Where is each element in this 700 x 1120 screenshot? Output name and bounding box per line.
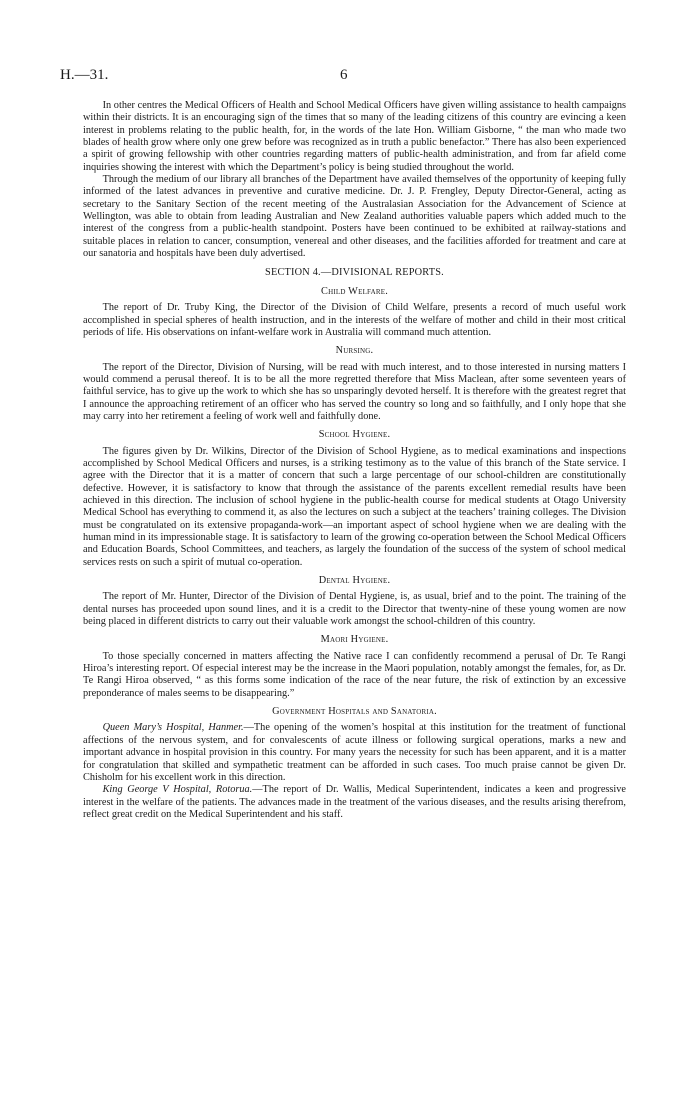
maori-hygiene-heading: Maori Hygiene. xyxy=(320,634,389,646)
paragraph: In other centres the Medical Officers of Health and School Medical Officers have given willing assistance to health campaigns within their districts. It is an encouraging sign of the times that so many of the leading citizens of this country are evincing a keen interest in problems relating to the public health, for, in the words of the late Hon. William Gisborne, “ the man who made two blades of health grow where only one grew before was recognized as in truth a public benefactor.” There has also been experienced a spirit of growing fellowship with other countries regarding matters of public-health administration, and from far afield come inquiries showing the interest with which the Department’s policy is being studied throughout the world. xyxy=(83,100,626,173)
page-number: 6 xyxy=(340,67,348,83)
paragraph xyxy=(83,722,626,784)
paragraph-text: —The report of Dr. Wallis, Medical Superintendent, indicates a keen and progressive interest in the welfare of the patients. The advances made in the treatment of the various diseases, and the results arising therefrom, reflect great credit on the Medical Superintendent and his staff. xyxy=(83,784,627,820)
child-welfare-heading: Child Welfare. xyxy=(321,285,388,297)
section-title: SECTION 4.—DIVISIONAL REPORTS. xyxy=(265,267,444,279)
hospital-name: Queen Mary’s Hospital, Hanmer. xyxy=(102,722,244,734)
page-header xyxy=(60,67,640,87)
paragraph: Through the medium of our library all branches of the Department have availed themselves of the opportunity of keeping fully informed of the latest advances in preventive and curative medicine. Dr. J. P. Frengley, Deputy Director-General, acting as secretary to the Sanitary Section of the recent meeting of the Australasian Association for the Advancement of Science at Wellington, was able to obtain from leading Australian and New Zealand authorities valuable papers which added much to the interest of the congress from a public-health standpoint. Posters have been continued to be exhibited at railway-stations and suitable places in relation to cancer, consumption, venereal and other diseases, and the facilities afforded for treatment and care at our sanatoria and hospitals have been duly advertised. xyxy=(83,174,626,260)
paragraph: The report of the Director, Division of Nursing, will be read with much interest, and to those interested in nursing matters I would commend a perusal thereof. It is to be all the more regretted therefore that Miss Maclean, after some seventeen years of faithful service, has to give up the work to which she has so unsparingly devoted herself. It is therefore with the greatest regret that I announce the approaching retirement of an officer who has served the country so long and so faithfully, and I only hope that she may carry into her retirement a feeling of work well and faithfully done. xyxy=(83,361,626,422)
paragraph: To those specially concerned in matters affecting the Native race I can confidently recommend a perusal of Dr. Te Rangi Hiroa’s interesting report. Of especial interest may be the increase in the Maori population, notably amongst the females, for, as Dr. Te Rangi Hiroa observed, “ as this forms some indication of the race of the near future, the risk of extinction by an excessive preponderance of males seems to be disappearing.” xyxy=(83,650,626,699)
report-reference: H.—31. xyxy=(60,67,109,83)
government-hospitals-heading: Government Hospitals and Sanatoria. xyxy=(272,706,437,718)
paragraph-text: —The opening of the women’s hospital at this institution for the treatment of functional affections of the nervous system, and for convalescents of acute illness or following surgical operations, marks a new and important advance in hospital provision in this country. For many years the necessity for such has been apparent, and it is a matter for congratulation that skilled and sympathetic treatment can be afforded in such cases. Too much praise cannot be given Dr. Chisholm for his excellent work in this direction. xyxy=(83,722,627,783)
paragraph: The report of Dr. Truby King, the Director of the Division of Child Welfare, presents a record of much useful work accomplished in special spheres of health instruction, and in the interests of the welfare of mother and child in their most critical periods of life. His observations on infant-welfare work in Australia will command much attention. xyxy=(83,302,626,338)
paragraph: The report of Mr. Hunter, Director of the Division of Dental Hygiene, is, as usual, brief and to the point. The training of the dental nurses has proceeded upon sound lines, and it is a credit to the Director that twenty-nine of these young women are now being placed in different districts to carry out their valuable work amongst the school-children of this country. xyxy=(83,591,626,628)
document-body xyxy=(83,100,626,821)
paragraph xyxy=(83,784,626,821)
school-hygiene-heading: School Hygiene. xyxy=(318,429,391,441)
hospital-name: King George V Hospital, Rotorua. xyxy=(102,784,253,796)
nursing-heading: Nursing. xyxy=(335,345,374,357)
dental-hygiene-heading: Dental Hygiene. xyxy=(318,575,391,587)
paragraph: The figures given by Dr. Wilkins, Director of the Division of School Hygiene, as to medical examinations and inspections accomplished by School Medical Officers and nurses, is a striking testimony as to the value of this branch of the State service. I agree with the Director that it is a matter of concern that such a large percentage of our school-children are constitutionally defective. However, it is satisfactory to know that through the assistance of the parents excellent remedial results have been achieved in this direction. The inclusion of school hygiene in the public-health course for medical students at Otago University Medical School has everything to commend it, as also the lectures on such a subject at the teachers’ training colleges. The Division must be congratulated on its extensive propaganda-work—an important aspect of school hygiene when we are dealing with the human mind in its impressionable stage. It is satisfactory to learn of the growing co-operation between the School Medical Officers and Education Boards, School Committees, and teachers, as largely the foundation of the success of the system of school medical services rests on such a spirit of mutual co-operation. xyxy=(83,445,626,568)
